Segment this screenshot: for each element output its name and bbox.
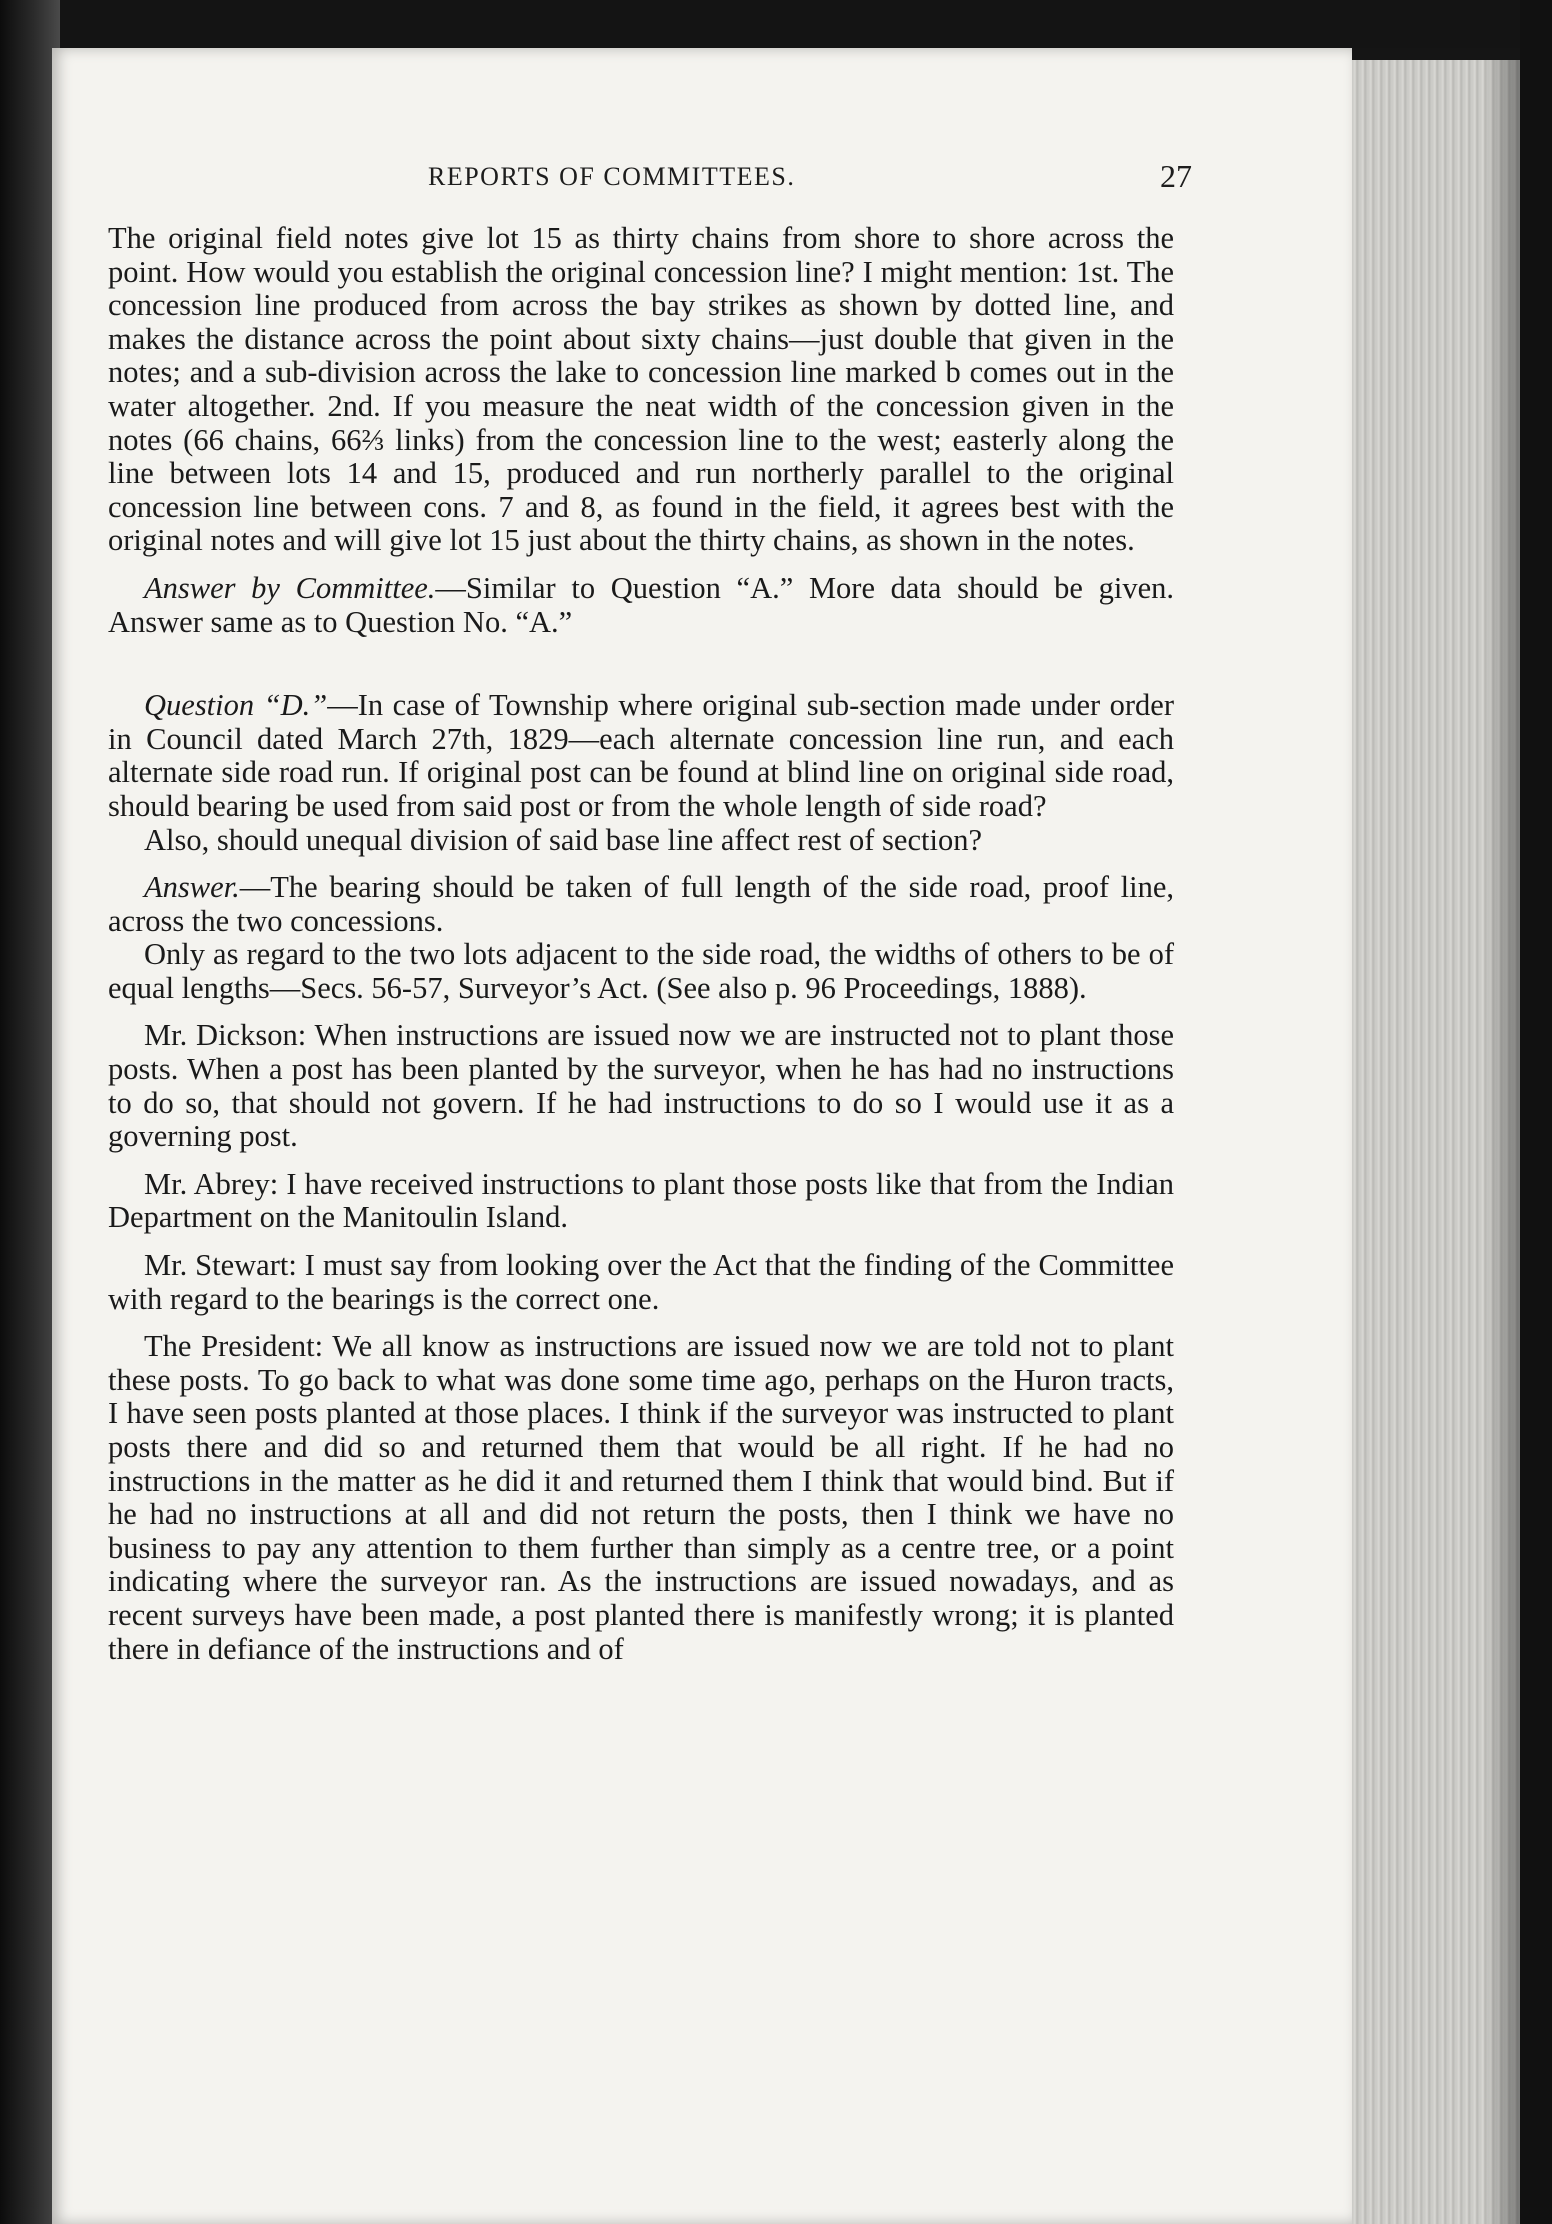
- paragraph-answer: [108, 871, 1174, 938]
- paragraph-text: —The bearing should be taken of full length of the side road, proof line, across the two concessions.: [108, 870, 1174, 938]
- paragraph-the-president: [108, 1330, 1174, 1666]
- paragraph-also-unequal-division: [108, 824, 1174, 858]
- page-number: 27: [1160, 158, 1192, 194]
- paragraph-text: Mr. Abrey: I have received instructions to plant those posts like that from the Indian Department on the Manitoulin Island.: [108, 1166, 1174, 1235]
- paragraph-only-as-regard: [108, 938, 1174, 1005]
- running-head: REPORTS OF COMMITTEES.: [428, 162, 796, 191]
- answer-by-committee-label: Answer by Committee.: [144, 570, 436, 605]
- paragraph-question-d: [108, 689, 1174, 823]
- page-stack-edge: [1344, 60, 1524, 2224]
- paragraph-text: Only as regard to the two lots adjacent to the side road, the widths of others to be of equal lengths—Secs. 56-57, Surveyor’s Act. (See also p. 96 Proceedings, 1888).: [108, 937, 1174, 1005]
- page-header: [108, 158, 1192, 198]
- paragraph-text: Mr. Dickson: When instructions are issued now we are instructed not to plant those posts. When a post has been planted by the surveyor, when he has had no instructions to do so, that should not govern. If he had instructions to do so I would use it as a governing post.: [108, 1018, 1174, 1154]
- scan-right-margin: [1520, 0, 1552, 2224]
- paragraph-text: —Similar to Question “A.” More data should be given. Answer same as to Question No. “A.”: [108, 570, 1174, 639]
- paragraph-text: Also, should unequal division of said base line affect rest of section?: [144, 822, 982, 857]
- paragraph-mr-dickson: [108, 1019, 1174, 1153]
- paragraph-text: Mr. Stewart: I must say from looking over the Act that the finding of the Committee with regard to the bearings is the correct one.: [108, 1248, 1174, 1316]
- paragraph-mr-stewart: [108, 1249, 1174, 1316]
- paragraph-text: The original field notes give lot 15 as thirty chains from shore to shore across the point. How would you establish the original concession line? I might mention: 1st. The concession line produced from across the bay strikes as shown by dotted line, and makes the distance across the point about sixty chains—just double that given in the notes; and a sub-division across the lake to concession line marked b comes out in the water altogether. 2nd. If you measure the neat width of the concession given in the notes (66 chains, 66⅔ links) from the concession line to the west; easterly along the line between lots 14 and 15, produced and run northerly parallel to the original concession line between cons. 7 and 8, as found in the field, it agrees best with the original notes and will give lot 15 just about the thirty chains, as shown in the notes.: [108, 221, 1174, 558]
- paragraph-text: The President: We all know as instructions are issued now we are told not to plant these posts. To go back to what was done some time ago, perhaps on the Huron tracts, I have seen posts planted at those places. I think if the surveyor was instructed to plant posts there and did so and returned them that would be all right. If he had no instructions in the matter as he did it and returned them I think that would bind. But if he had no instructions at all and did not return the posts, then I think we have no business to pay any attention to them further than simply as a centre tree, or a point indicating where the surveyor ran. As the instructions are issued nowadays, and as recent surveys have been made, a post planted there is manifestly wrong; it is planted there in defiance of the instructions and of: [108, 1329, 1174, 1666]
- paragraph-field-notes: [108, 222, 1174, 558]
- paragraph-answer-by-committee: [108, 572, 1174, 639]
- scan-top-margin: [0, 0, 1552, 48]
- page-body: [108, 222, 1174, 1666]
- answer-label: Answer.: [144, 870, 240, 905]
- paragraph-mr-abrey: [108, 1168, 1174, 1235]
- question-d-label: Question “D.”: [144, 688, 328, 723]
- paragraph-text: —In case of Township where original sub-section made under order in Council dated March 27th, 1829—each alternate concession line run, and each alternate side road run. If original post can be found at blind line on original side road, should bearing be used from said post or from the whole length of side road?: [108, 688, 1174, 823]
- book-binding-edge: [0, 0, 60, 2224]
